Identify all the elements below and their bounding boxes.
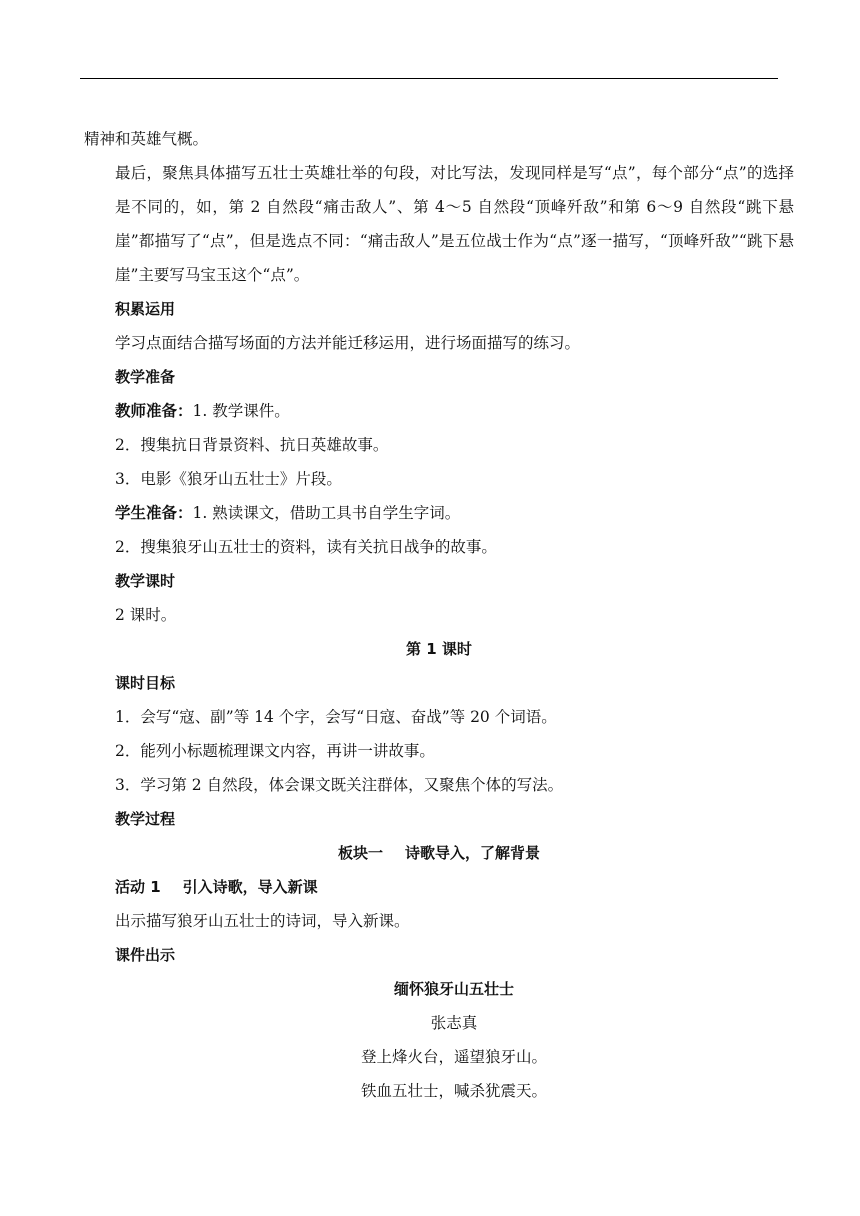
activity-label: 活动 1	[115, 878, 161, 896]
teacher-prep-line	[84, 394, 794, 428]
block-heading	[84, 836, 794, 870]
teacher-prep-item-3: 3．电影《狼牙山五壮士》片段。	[115, 470, 342, 488]
activity-title: 引入诗歌，导入新课	[182, 878, 318, 896]
heading-courseware: 课件出示	[115, 946, 176, 964]
poem-title: 缅怀狼牙山五壮士	[393, 980, 514, 998]
header-rule	[80, 78, 778, 79]
paragraph-finally: 最后，聚焦具体描写五壮士英雄壮举的句段，对比写法，发现同样是写“点”，每个部分“点”的选择是不同的，如，第 2 自然段“痛击敌人”、第 4～5 自然段“顶峰歼敌”和第 6～9 自然段“跳下悬崖”都描写了“点”，但是选点不同：“痛击敌人”是五位战士作为“点”逐一描写，“顶峰歼敌”“跳下悬崖”主要写马宝玉这个“点”。	[115, 164, 794, 284]
teacher-prep-label: 教师准备：	[115, 402, 193, 420]
paragraph-continuation: 精神和英雄气概。	[84, 130, 209, 148]
poem-line-2: 铁血五壮士，喊杀犹震天。	[360, 1082, 547, 1100]
document-body	[84, 122, 794, 1108]
heading-lesson-goals: 课时目标	[115, 674, 176, 692]
activity-text: 出示描写狼牙山五壮士的诗词，导入新课。	[115, 912, 410, 930]
student-prep-label: 学生准备：	[115, 504, 193, 522]
teacher-prep-item-1: 1. 教学课件。	[192, 402, 290, 420]
student-prep-item-2: 2．搜集狼牙山五壮士的资料，读有关抗日战争的故事。	[115, 538, 497, 556]
heading-teaching-process: 教学过程	[115, 810, 176, 828]
activity-heading	[84, 870, 794, 904]
lesson-title: 第 1 课时	[406, 640, 472, 658]
student-prep-line	[84, 496, 794, 530]
block-label: 板块一	[337, 844, 383, 862]
teaching-hours-value: 2 课时。	[115, 606, 177, 624]
goal-item-1: 1．会写“寇、副”等 14 个字，会写“日寇、奋战”等 20 个词语。	[115, 708, 557, 726]
paragraph-accumulate: 学习点面结合描写场面的方法并能迁移运用，进行场面描写的练习。	[115, 334, 581, 352]
heading-teaching-prep: 教学准备	[115, 368, 176, 386]
block-title: 诗歌导入，了解背景	[405, 844, 541, 862]
goal-item-3: 3．学习第 2 自然段，体会课文既关注群体，又聚焦个体的写法。	[115, 776, 564, 794]
poem-line-1: 登上烽火台，遥望狼牙山。	[360, 1048, 547, 1066]
student-prep-item-1: 1. 熟读课文，借助工具书自学生字词。	[192, 504, 461, 522]
poem-author: 张志真	[430, 1014, 478, 1032]
teacher-prep-item-2: 2．搜集抗日背景资料、抗日英雄故事。	[115, 436, 389, 454]
goal-item-2: 2．能列小标题梳理课文内容，再讲一讲故事。	[115, 742, 435, 760]
heading-accumulate: 积累运用	[115, 300, 176, 318]
heading-teaching-hours: 教学课时	[115, 572, 176, 590]
